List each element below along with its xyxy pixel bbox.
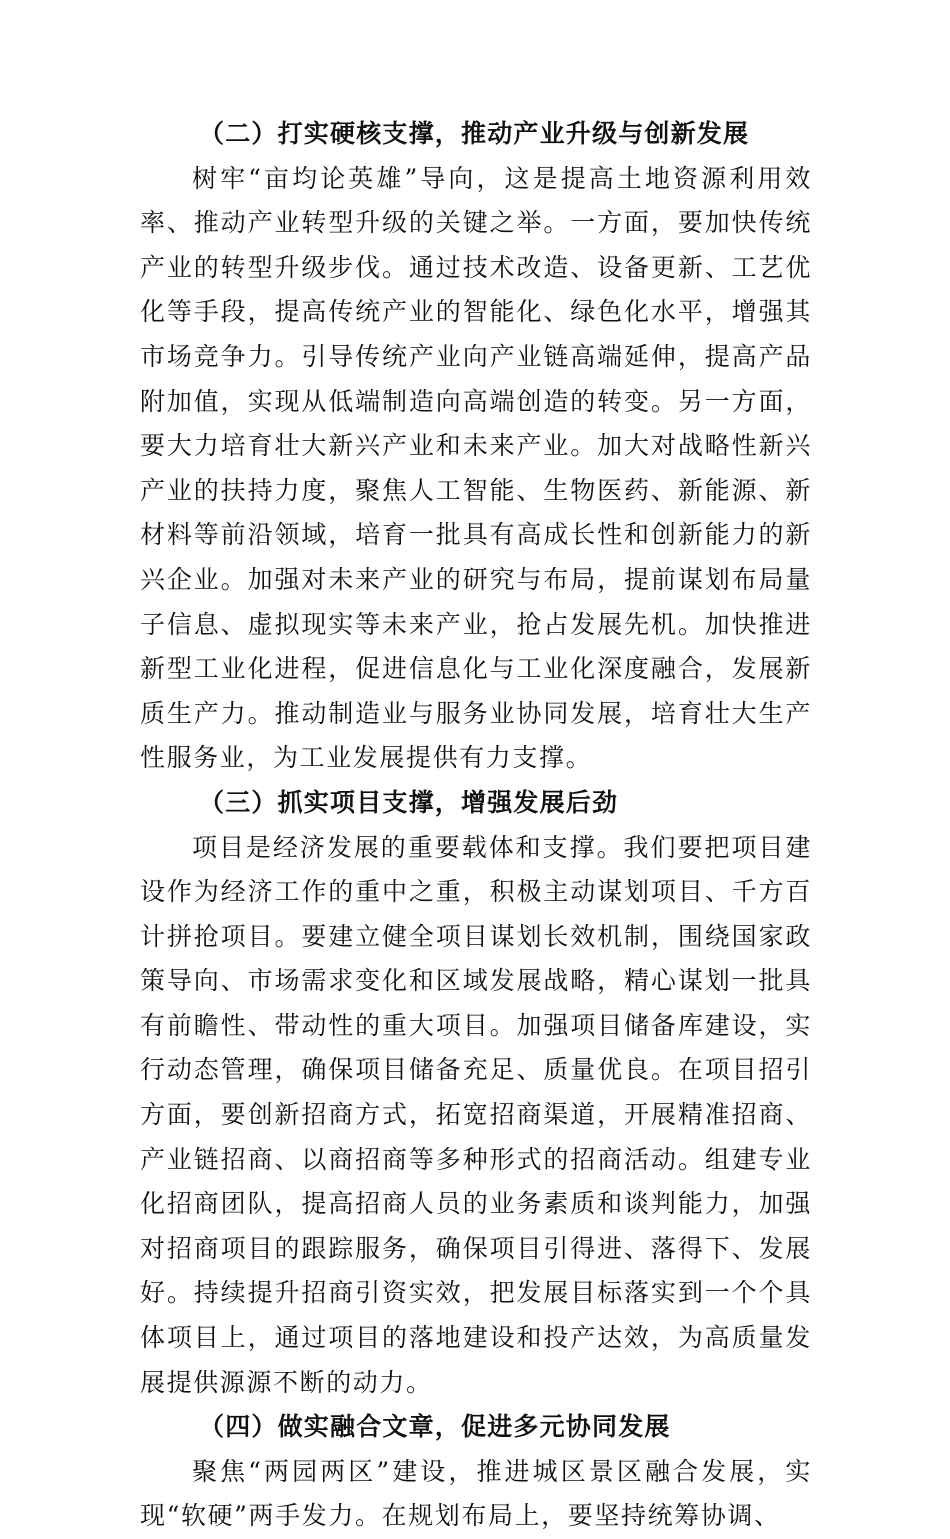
section-paragraph-4: 聚焦“两园两区”建设，推进城区景区融合发展，实现“软硬”两手发力。在规划布局上，要坚持统筹协调、: [140, 1456, 812, 1531]
section-paragraph-2: 树牢“亩均论英雄”导向，这是提高土地资源利用效率、推动产业转型升级的关键之举。一方面，要加快传统产业的转型升级步伐。通过技术改造、设备更新、工艺优化等手段，提高传统产业的智能化、绿色化水平，增强其市场竞争力。引导传统产业向产业链高端延伸，提高产品附加值，实现从低端制造向高端创造的转变。另一方面，要大力培育壮大新兴产业和未来产业。加大对战略性新兴产业的扶持力度，聚焦人工智能、生物医药、新能源、新材料等前沿领域，培育一批具有高成长性和创新能力的新兴企业。加强对未来产业的研究与布局，提前谋划布局量子信息、虚拟现实等未来产业，抢占发展先机。加快推进新型工业化进程，促进信息化与工业化深度融合，发展新质生产力。推动制造业与服务业协同发展，培育壮大生产性服务业，为工业发展提供有力支撑。: [140, 163, 812, 773]
section-paragraph-3: 项目是经济发展的重要载体和支撑。我们要把项目建设作为经济工作的重中之重，积极主动谋划项目、千方百计拼抢项目。要建立健全项目谋划长效机制，围绕国家政策导向、市场需求变化和区域发展战略，精心谋划一批具有前瞻性、带动性的重大项目。加强项目储备库建设，实行动态管理，确保项目储备充足、质量优良。在项目招引方面，要创新招商方式，拓宽招商渠道，开展精准招商、产业链招商、以商招商等多种形式的招商活动。组建专业化招商团队，提高招商人员的业务素质和谈判能力，加强对招商项目的跟踪服务，确保项目引得进、落得下、发展好。持续提升招商引资实效，把发展目标落实到一个个具体项目上，通过项目的落地建设和投产达效，为高质量发展提供源源不断的动力。: [140, 832, 812, 1397]
section-heading-4: （四）做实融合文章，促进多元协同发展: [199, 1412, 671, 1442]
section-heading-2: （二）打实硬核支撑，推动产业升级与创新发展: [199, 119, 750, 148]
section-heading-3: （三）抓实项目支撑，增强发展后劲: [199, 787, 619, 817]
document-body: [140, 112, 812, 1539]
